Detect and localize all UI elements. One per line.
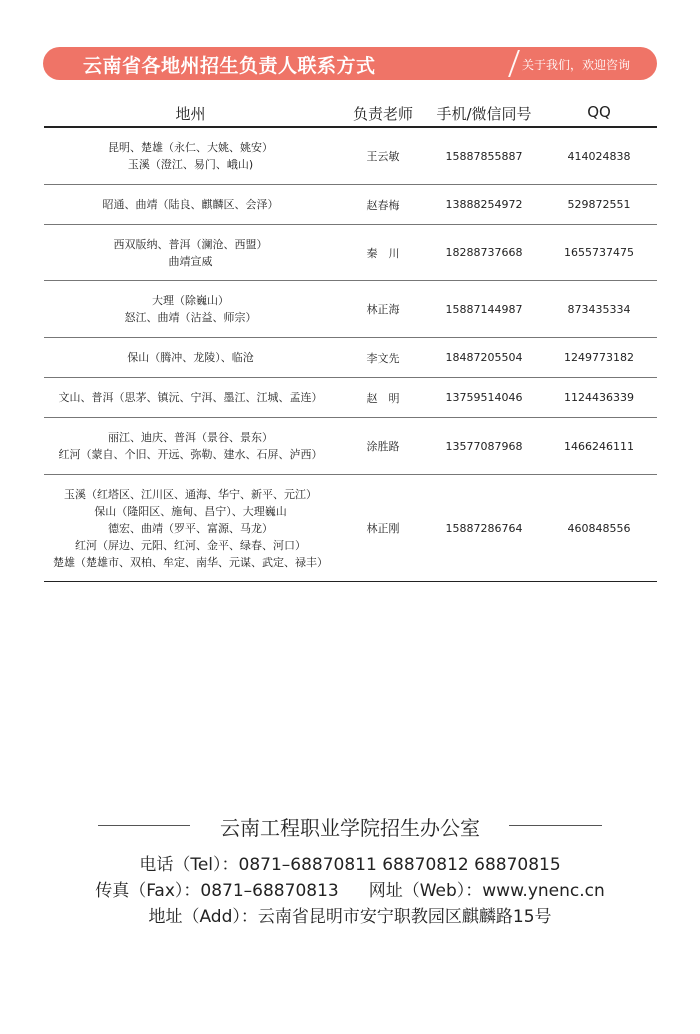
header-phone: 手机/微信同号 [436,105,532,123]
region-line: 保山（隆阳区、施甸、昌宁）、大理巍山 [94,504,287,518]
region-line: 红河（蒙自、个旧、开远、弥勒、建水、石屏、泸西） [58,448,323,461]
region-line: 玉溪（红塔区、江川区、通海、华宁、新平、元江） [64,487,317,501]
qq-cell: 1124436339 [564,391,634,404]
table-header [44,98,657,128]
qq-cell: 460848556 [567,521,631,535]
footer-fax-web [0,876,700,901]
qq-cell: 873435334 [567,302,631,316]
phone-cell: 18487205504 [445,351,523,364]
region-line: 玉溪（澄江、易门、峨山) [127,158,254,171]
table-row [44,475,657,582]
region-line: 怒江、曲靖（沾益、师宗） [124,311,257,324]
teacher-cell: 涂胜路 [366,440,400,453]
phone-cell: 15887855887 [445,149,523,163]
region-line: 文山、普洱（思茅、镇沅、宁洱、墨江、江城、孟连） [58,391,323,404]
table-row [44,225,657,281]
qq-cell: 529872551 [567,198,631,211]
table-body [44,128,657,582]
contact-table [44,98,657,582]
footer-address: 地址（Add）：云南省昆明市安宁职教园区麒麟路15号 [148,907,552,927]
phone-cell: 13577087968 [445,439,523,453]
banner-divider [508,50,520,77]
footer-title-block [0,810,700,840]
header-qq: QQ [587,103,611,121]
footer-fax: 传真（Fax）：0871–68870813 [95,881,339,901]
region-cell [44,128,337,184]
teacher-cell: 林正刚 [366,522,400,535]
region-cell [44,281,337,337]
teacher-cell: 林正海 [366,303,400,316]
region-line: 保山（腾冲、龙陵）、临沧 [127,351,254,364]
banner-subtitle: 关于我们，欢迎咨询 [522,58,631,72]
region-cell [44,338,337,377]
qq-cell: 414024838 [567,149,631,163]
region-line: 楚雄（楚雄市、双柏、牟定、南华、元谋、武定、禄丰） [53,555,328,569]
footer-website: 网址（Web）：www.ynenc.cn [368,881,605,901]
region-line: 丽江、迪庆、普洱（景谷、景东） [108,431,273,444]
table-row [44,185,657,225]
qq-cell: 1655737475 [564,246,634,259]
banner-title: 云南省各地州招生负责人联系方式 [83,55,376,77]
phone-cell: 15887144987 [445,302,523,316]
region-cell [44,475,337,581]
region-cell [44,185,337,224]
table-row [44,281,657,338]
region-line: 昆明、楚雄（永仁、大姚、姚安） [108,141,273,154]
phone-cell: 15887286764 [445,521,523,535]
header-teacher: 负责老师 [352,105,413,123]
region-line: 昭通、曲靖（陆良、麒麟区、会泽） [102,198,279,211]
table-row [44,338,657,378]
footer-phone: 电话（Tel）：0871–68870811 68870812 68870815 [139,855,561,875]
region-cell [44,378,337,417]
teacher-cell: 赵春梅 [366,198,400,212]
footer-rule-right [509,825,602,826]
table-row [44,418,657,475]
qq-cell: 1466246111 [564,439,634,453]
teacher-cell: 秦 川 [366,246,400,260]
region-line: 西双版纳、普洱（澜沧、西盟） [113,237,268,251]
footer-title: 云南工程职业学院招生办公室 [220,816,480,840]
qq-cell: 1249773182 [564,351,634,364]
phone-cell: 18288737668 [445,246,523,259]
teacher-cell: 王云敏 [366,150,400,163]
table-row [44,378,657,418]
phone-cell: 13888254972 [445,198,523,211]
header-banner [43,47,657,80]
region-cell [44,225,337,280]
region-cell [44,418,337,474]
phone-cell: 13759514046 [445,391,523,404]
region-line: 红河（屏边、元阳、红河、金平、绿春、河口） [75,538,306,552]
region-line: 德宏、曲靖（罗平、富源、马龙） [108,521,273,535]
region-line: 曲靖宣威 [168,254,213,268]
teacher-cell: 赵 明 [366,391,400,405]
teacher-cell: 李文先 [366,351,400,365]
region-line: 大理（除巍山） [152,294,229,307]
table-row [44,128,657,185]
header-region: 地州 [175,105,206,123]
